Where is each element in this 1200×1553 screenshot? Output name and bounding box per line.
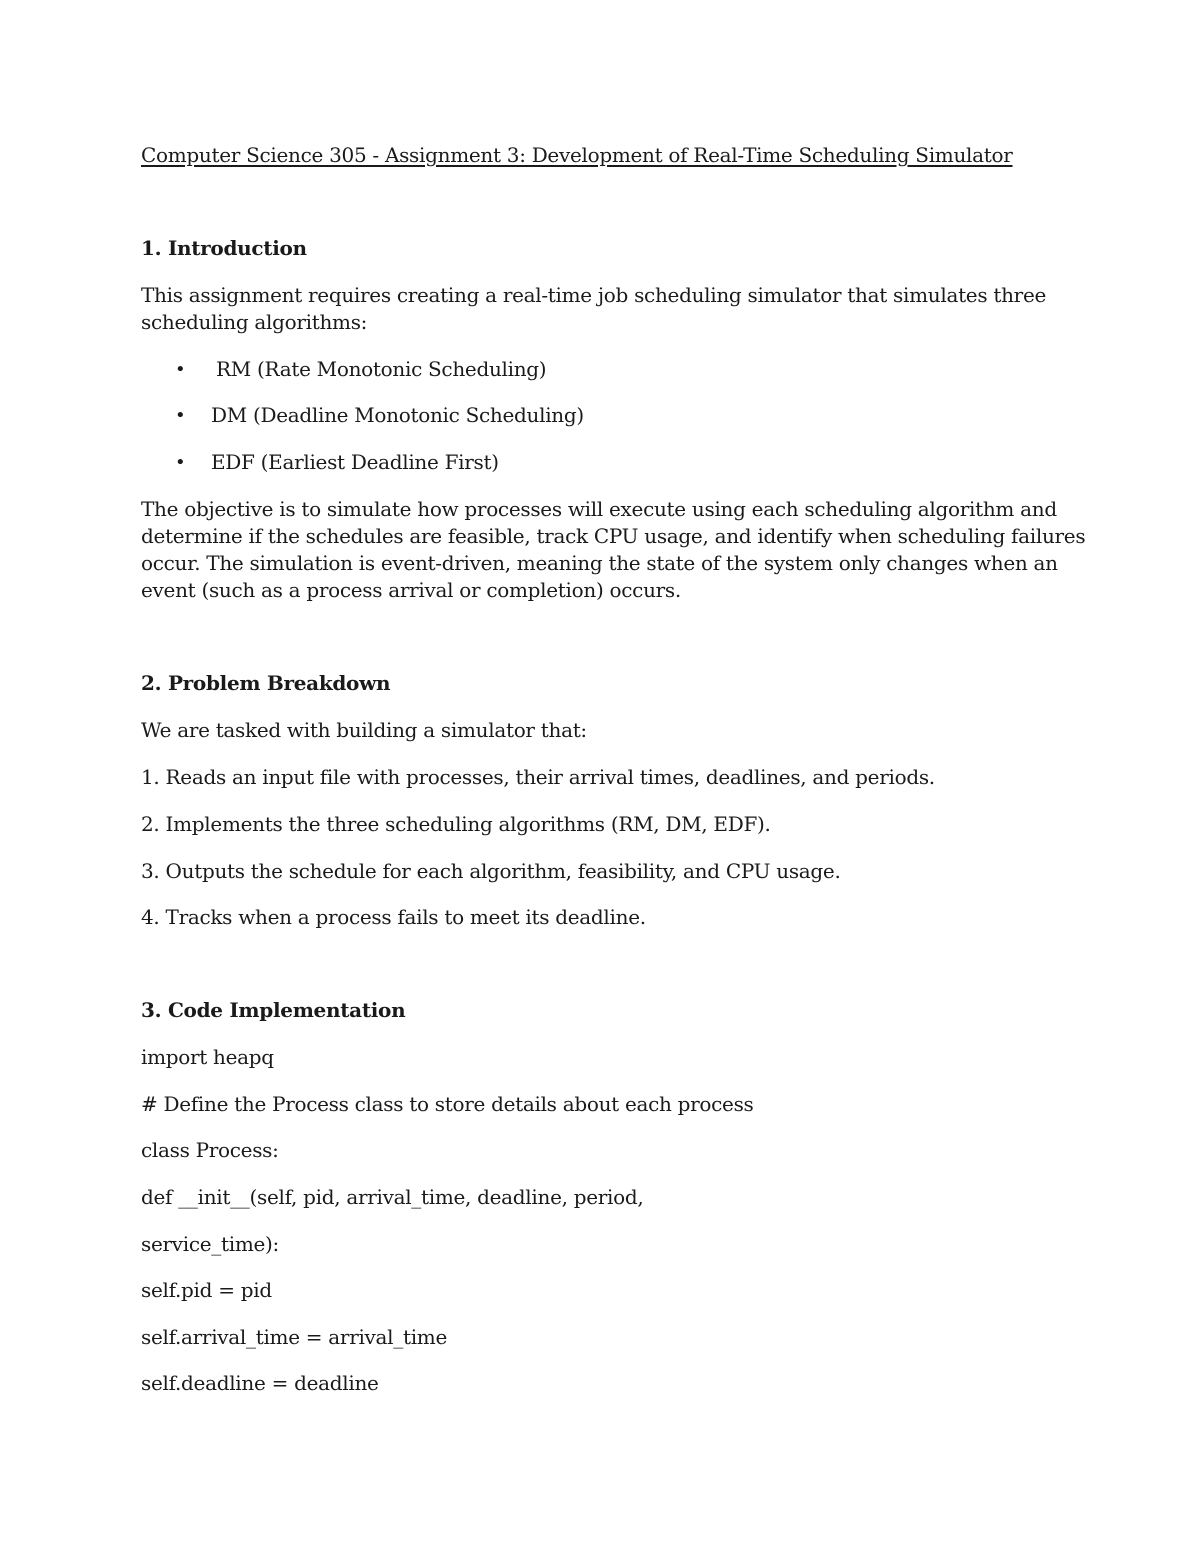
bullet-item-dm: DM (Deadline Monotonic Scheduling) — [211, 403, 584, 427]
code-line-4: def __init__(self, pid, arrival_time, deadline, period, — [141, 1185, 644, 1209]
code-line-2: # Define the Process class to store details about each process — [141, 1092, 754, 1116]
code-line-3: class Process: — [141, 1138, 279, 1162]
breakdown-item-3: 3. Outputs the schedule for each algorithm, feasibility, and CPU usage. — [141, 859, 841, 883]
bullet-item-rm: RM (Rate Monotonic Scheduling) — [216, 357, 547, 381]
objective-line-1: The objective is to simulate how processes will execute using each scheduling algorithm and — [141, 497, 1057, 521]
code-line-7: self.arrival_time = arrival_time — [141, 1325, 448, 1349]
breakdown-lead: We are tasked with building a simulator that: — [141, 718, 587, 742]
section-2-heading: 2. Problem Breakdown — [141, 671, 391, 695]
bullet-glyph: • — [175, 359, 186, 380]
intro-line-2: scheduling algorithms: — [141, 310, 368, 334]
objective-line-3: occur. The simulation is event-driven, meaning the state of the system only changes when an — [141, 551, 1058, 575]
bullet-item-edf: EDF (Earliest Deadline First) — [211, 450, 499, 474]
bullet-glyph: • — [175, 405, 186, 426]
code-line-1: import heapq — [141, 1045, 274, 1069]
breakdown-item-2: 2. Implements the three scheduling algorithms (RM, DM, EDF). — [141, 812, 771, 836]
section-1-heading: 1. Introduction — [141, 236, 307, 260]
section-3-heading: 3. Code Implementation — [141, 998, 406, 1022]
breakdown-item-1: 1. Reads an input file with processes, their arrival times, deadlines, and periods. — [141, 765, 935, 789]
code-line-8: self.deadline = deadline — [141, 1371, 379, 1395]
bullet-glyph: • — [175, 452, 186, 473]
breakdown-item-4: 4. Tracks when a process fails to meet its deadline. — [141, 905, 646, 929]
objective-line-4: event (such as a process arrival or completion) occurs. — [141, 578, 681, 602]
objective-line-2: determine if the schedules are feasible, track CPU usage, and identify when scheduling failures — [141, 524, 1086, 548]
code-line-6: self.pid = pid — [141, 1278, 272, 1302]
code-line-5: service_time): — [141, 1232, 279, 1256]
document-title: Computer Science 305 - Assignment 3: Development of Real-Time Scheduling Simulator — [141, 143, 1013, 167]
intro-line-1: This assignment requires creating a real-time job scheduling simulator that simulates three — [141, 283, 1047, 307]
